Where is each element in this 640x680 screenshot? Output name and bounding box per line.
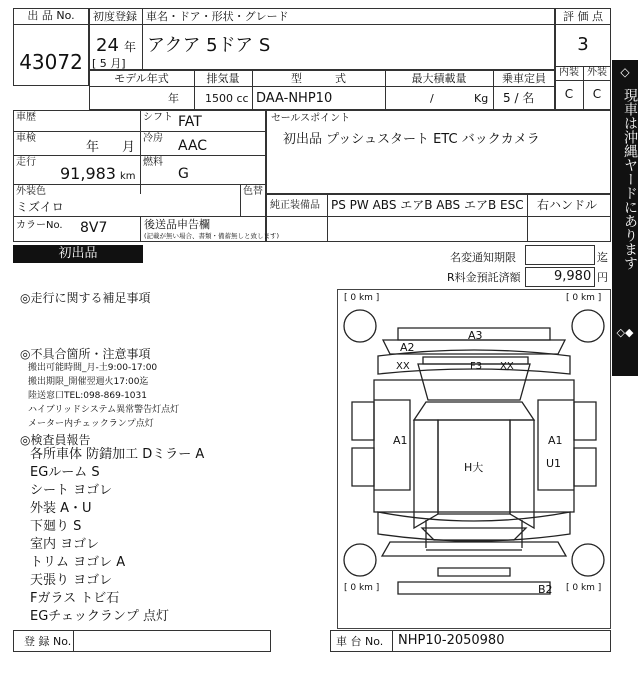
exterior-color-value: ミズイロ xyxy=(16,200,64,214)
banner-text: 現車は沖縄ヤードにあります xyxy=(622,88,638,270)
title-change-unit: 迄 xyxy=(597,251,608,264)
inspector-report-title: ◎検査員報告 xyxy=(20,433,91,447)
defect-line: 陸送窓口TEL:098-869-1031 xyxy=(28,391,147,401)
max-load-unit: Kg xyxy=(474,92,489,105)
inspection-label: 車検 xyxy=(16,133,36,144)
equipment-value: PS PW ABS エアB ABS エアB ESC xyxy=(331,198,524,212)
vehicle-name: アクア 5ドア S xyxy=(147,35,271,56)
registration-year: 24 xyxy=(96,35,119,56)
displacement-label: 排気量 xyxy=(206,72,240,85)
damage-mark: U1 xyxy=(546,457,562,470)
post-document-label: 後送品申告欄 xyxy=(144,218,210,231)
damage-mark: F3 xyxy=(470,361,483,372)
inspector-line: Fガラス トビ石 xyxy=(30,591,120,606)
vehicle-name-label: 車名・ドア・形状・グレード xyxy=(146,10,289,23)
mileage-value: 91,983 xyxy=(60,164,116,183)
exterior-grade: C xyxy=(592,87,602,101)
exterior-label: 外装 xyxy=(587,67,607,78)
chassis-value: NHP10-2050980 xyxy=(398,633,505,648)
inspector-line: 下廻り S xyxy=(30,519,82,534)
registration-year-unit: 年 xyxy=(124,40,137,54)
first-listing-badge: 初出品 xyxy=(13,245,143,263)
damage-mark: A1 xyxy=(548,434,563,447)
chassis-label: 車 台 No. xyxy=(336,635,384,648)
grade-label: 評 価 点 xyxy=(563,10,603,23)
corner-label: [ 0 km ] xyxy=(344,583,380,593)
lot-number: 43072 xyxy=(19,50,83,74)
shift-label: シフト xyxy=(143,112,173,123)
recycle-fee-label: R料金預託済額 xyxy=(447,271,521,284)
inspector-line: 室内 ヨゴレ xyxy=(30,537,100,552)
model-type-label: 型 式 xyxy=(291,72,346,85)
post-document-note: (記載が無い場合、書類・備蓄無しと致します) xyxy=(144,232,280,240)
defect-line: 搬出可能時間_月-土9:00-17:00 xyxy=(28,363,158,373)
inspection-year-unit: 年 xyxy=(86,140,100,155)
max-load-separator: / xyxy=(430,92,434,105)
exterior-color-label: 外装色 xyxy=(16,186,46,197)
damage-mark: XX xyxy=(396,361,410,372)
ac-label: 冷房 xyxy=(143,133,163,144)
title-change-field xyxy=(525,245,595,265)
damage-mark: XX xyxy=(500,361,514,372)
inspector-line: 各所車体 防錆加工 Dミラー A xyxy=(30,447,205,462)
recycle-fee-value: 9,980 xyxy=(554,269,592,284)
displacement-value: 1500 cc xyxy=(205,92,249,105)
capacity-value: 5 / 名 xyxy=(503,91,535,105)
registration-month: [ 5 月] xyxy=(92,57,126,70)
fuel-label: 燃料 xyxy=(143,157,163,168)
corner-label: [ 0 km ] xyxy=(566,293,602,303)
location-banner xyxy=(612,60,638,376)
sales-point-value: 初出品 プッシュスタート ETC バックカメラ xyxy=(283,132,540,147)
fuel-value: G xyxy=(178,166,189,182)
defect-line: 搬出期限_開催翌週火17:00迄 xyxy=(28,377,149,387)
grade-value: 3 xyxy=(577,34,589,55)
corner-label: [ 0 km ] xyxy=(344,293,380,303)
damage-mark: A2 xyxy=(400,341,415,354)
inspector-line: トリム ヨゴレ A xyxy=(30,555,126,570)
inspector-line: 外装 A・U xyxy=(30,501,92,516)
mileage-label: 走行 xyxy=(16,157,36,168)
damage-diagram xyxy=(337,289,611,629)
registration-label: 登 録 No. xyxy=(24,635,72,648)
inspector-line: EGルーム S xyxy=(30,465,100,480)
color-no-label: カラーNo. xyxy=(16,220,63,231)
inspection-month-unit: 月 xyxy=(122,140,136,155)
interior-grade: C xyxy=(564,87,574,101)
color-no-value: 8V7 xyxy=(80,220,108,236)
defect-line: メーター内チェックランプ点灯 xyxy=(28,419,154,429)
lot-number-label: 出 品 No. xyxy=(27,9,75,22)
sales-point-label: セールスポイント xyxy=(271,113,351,124)
mileage-unit: km xyxy=(120,171,136,182)
model-year-unit: 年 xyxy=(168,92,179,105)
model-year-label: モデル年式 xyxy=(114,72,169,85)
color-change-label: 色替 xyxy=(243,186,263,197)
damage-mark: A3 xyxy=(468,329,483,342)
inspector-line: EGチェックランプ 点灯 xyxy=(30,609,170,624)
title-change-label: 名変通知期限 xyxy=(450,251,516,264)
banner-bottom-mark: ◇◆ xyxy=(616,326,634,339)
corner-label: [ 0 km ] xyxy=(566,583,602,593)
damage-mark: B2 xyxy=(538,583,553,596)
driving-notes-title: ◎走行に関する補足事項 xyxy=(20,291,151,305)
history-label: 車歴 xyxy=(16,112,36,123)
max-load-label: 最大積載量 xyxy=(411,72,467,85)
capacity-label: 乗車定員 xyxy=(502,72,546,85)
equipment-label: 純正装備品 xyxy=(270,200,320,211)
inspector-line: 天張り ヨゴレ xyxy=(30,573,113,588)
defect-line: ハイブリッドシステム異常警告灯点灯 xyxy=(28,405,180,415)
inspector-line: シート ヨゴレ xyxy=(30,483,113,498)
interior-label: 内装 xyxy=(559,67,579,78)
steering-value: 右ハンドル xyxy=(537,198,598,212)
damage-mark: H大 xyxy=(464,461,484,474)
shift-value: FAT xyxy=(178,114,202,130)
damage-mark: A1 xyxy=(393,434,408,447)
defect-notes-title: ◎不具合箇所・注意事項 xyxy=(20,347,151,361)
ac-value: AAC xyxy=(178,138,208,154)
model-type-value: DAA-NHP10 xyxy=(256,91,333,106)
recycle-fee-unit: 円 xyxy=(597,271,608,284)
banner-top-mark: ◇ xyxy=(620,65,630,79)
first-registration-label: 初度登録 xyxy=(93,10,137,23)
